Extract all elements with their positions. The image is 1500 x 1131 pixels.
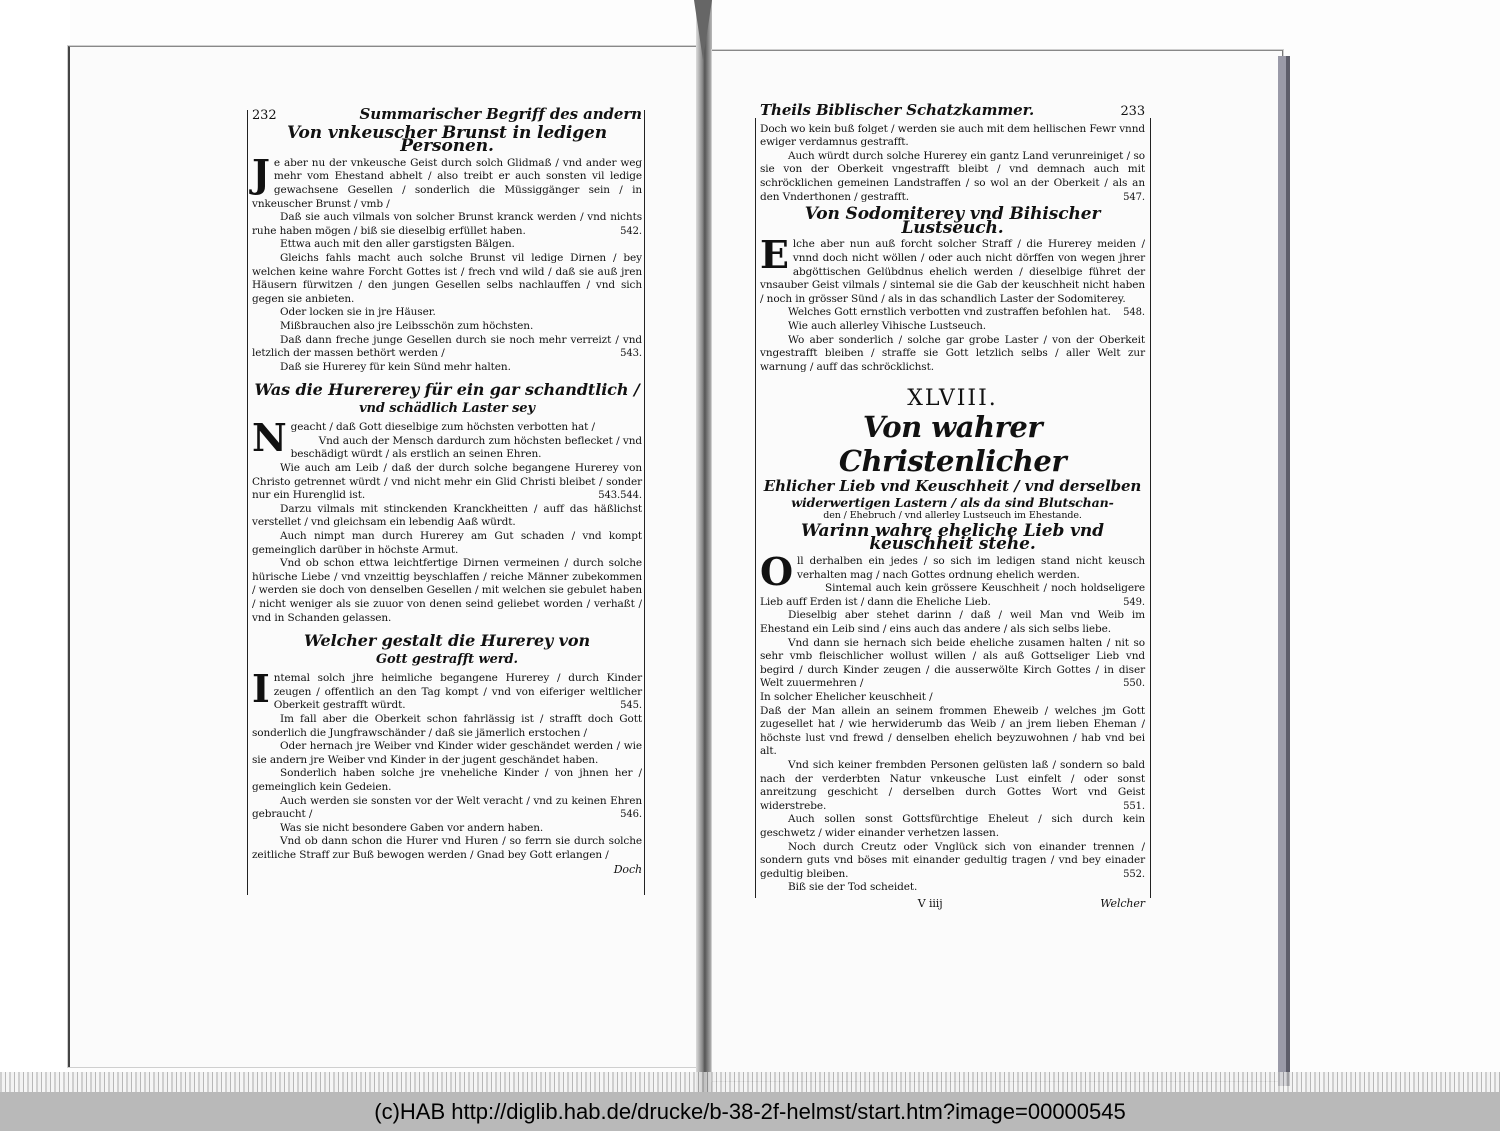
paragraph: Auch würdt durch solche Hurerey ein gantz Land verunreiniget / so sie von der Oberkeit vngestrafft bleibt / vnd demnach auch mit schröcklichen gemeinen Landstraffen / so wol an der Oberkeit / als an den Vnderthonen / gestrafft. 547. [760,149,1145,203]
page-edge-shadow [1286,56,1290,1086]
paragraph: Auch nimpt man durch Hurerey am Gut schaden / vnd kompt gemeinglich darüber in höchste Armut. [252,530,642,556]
left-catchword: Doch [613,862,642,876]
paragraph: Vnd auch der Mensch dardurch zum höchsten beflecket / vnd beschädigt würdt / als erstlich an seinen Ehren. [290,434,642,461]
paragraph: Auch werden sie sonsten vor der Welt veracht / vnd zu keinen Ehren gebraucht / 546. [252,794,642,821]
paragraph: Intemal solch jhre heimliche begangene Hurerey / durch Kinder zeugen / offentlich an den Tag kompt / vnd von eiferiger weltlicher Oberkeit gestrafft würdt. 545. [252,666,642,712]
paragraph: Daß sie Hurerey für kein Sünd mehr halten. [280,360,511,373]
section-heading-sub: Gott gestrafft werd. [376,652,518,668]
paragraph: Vnd ob schon ettwa leichtfertige Dirnen vermeinen / durch solche hürische Liebe / vnd vnzeittig beyschlaffen / reiche Männer zubekommen / werden sie doch von denselben Gesellen / mit welchen sie gebulet haben / nicht weniger als sie zuuor von denen seind geliebet worden / verhaßt / vnd in Schanden gelassen. [252,557,642,624]
verse-number: 551. [1123,800,1145,812]
paragraph: Darzu vilmals mit stinckenden Kranckheitten / auff das häßlichst verstellet / vnd gleichsam ein lebendig Aaß würdt. [252,502,642,529]
paragraph: Doch wo kein buß folget / werden sie auch mit dem hellischen Fewr vnnd ewiger verdamnus gestrafft. [760,122,1145,149]
left-running-head [252,105,642,123]
verse-number: 543.544. [598,490,642,502]
verse-number: 549. [1123,596,1145,608]
verse-number: 546. [620,809,642,821]
paragraph: Auch sollen sonst Gottsfürchtige Eheleut / sich durch kein geschwetz / wider einander verhetzen lassen. [760,813,1145,839]
signature-mark: V iiij [917,896,943,910]
paragraph: Mißbrauchen also jre Leibsschön zum höchsten. [280,319,534,332]
paragraph: Vnd sich keiner frembden Personen gelüsten laß / sondern so bald nach der verderbten Natur vnkeusche Lust einfelt / oder sonst anreitzung geschicht / derselben durch Gottes Wort vnd Geist widerstrebe. 551. [760,758,1145,812]
right-running-title: Theils Biblischer Schatzkammer. [760,101,1035,119]
book-binding [696,0,712,1092]
paragraph: Sonderlich haben solche jre vneheliche Kinder / von jhnen her / gemeinglich kein Gedeien. [252,767,642,793]
right-page-footer [760,897,1145,911]
paragraph: Oder hernach jre Weiber vnd Kinder wider geschändet werden / wie sie andern jre Weiber vnd Kinder in der jugent geschändet haben. [252,740,642,766]
paragraph: Je aber nu der vnkeusche Geist durch solch Glidmaß / vnd ander weg mehr vom Ehestand abhelt / also treibt er auch sonsten vil ledige gewachsene Gesellen / sonderlich die Müssiggänger sein / in vnkeuscher Brunst / vmb / [252,150,642,210]
section-heading-unkeuscher-brunst: Von vnkeuscher Brunst in ledigen Personen. [286,122,608,157]
paragraph: Daß der Man allein an seinem frommen Eheweib / welches jm Gott zugesellet hat / wie herwiderumb das Weib / an jrem lieben Eheman / höchste lust vnd frewd / denselben ehelich beyzuwohnen / hab vnd bei alt. [760,704,1145,758]
paragraph: Oder locken sie in jre Häuser. [280,306,436,319]
chapter-subtitle-line2: widerwertigen Lastern / als da sind Blutschan- [791,494,1114,510]
section-heading-sub: vnd schädlich Laster sey [359,401,535,417]
left-margin-rule [755,118,756,898]
verse-number: 547. [1123,191,1145,203]
paragraph: Daß sie auch vilmals von solcher Brunst kranck werden / vnd nichts ruhe haben mögen / biß sie dieselbig erfüllet haben. 542. [252,211,642,237]
verse-number: 543. [620,348,642,360]
paragraph: Welches Gott ernstlich verbotten vnd zustraffen befohlen hat. [788,306,1111,319]
right-page-number: 233 [1120,104,1145,119]
paragraph: In solcher Ehelicher keuschheit / [760,691,933,703]
chapter-subtitle: Ehlicher Lieb vnd Keuschheit / vnd derselben [763,476,1142,495]
paragraph: Wie auch am Leib / daß der durch solche begangene Hurerey von Christo getrennet würdt / vnd nicht mehr ein Glid Christi bleibet / sonder nur ein Hurenglid ist. 543.544. [252,462,642,502]
paragraph: Gleichs fahls macht auch solche Brunst vil ledige Dirnen / bey welchen keine wahre Forcht Gottes ist / frech vnd wild / daß sie auß jren Häusern fürwitzen / den jungen Gesellen selbs nachlauffen / vnd sich gegen sie anbieten. [252,251,642,305]
right-page-text [760,101,1145,911]
right-catchword: Welcher [1100,896,1145,910]
left-page-text [252,105,642,876]
paragraph: Sintemal auch kein grössere Keuschheit / noch holdseligere Lieb auff Erden ist / dann die Eheliche Lieb. 549. [760,582,1145,608]
left-page-number: 232 [252,108,277,123]
verse-number: 552. [1123,868,1145,880]
left-running-title: Summarischer Begriff des andern [359,105,642,123]
verse-number: 545. [620,700,642,712]
scan-margin-left [0,0,70,1092]
paragraph: Wie auch allerley Vihische Lustseuch. [788,319,987,332]
paragraph: Ettwa auch mit den aller garstigsten Bälgen. [280,238,515,251]
paragraph: Oll derhalben ein jedes / so sich im ledigen stand nicht keusch verhalten mag / nach Gottes ordnung ehelich werden. [760,549,1145,595]
chapter-subtitle-line3: den / Ehebruch / vnd allerley Lustseuch im Ehestande. [823,509,1082,521]
paragraph: Was sie nicht besondere Gaben vor andern haben. [280,821,544,834]
verse-number: 542. [620,225,642,237]
paragraph: Elche aber nun auß forcht solcher Straff / die Hurerey meiden / vnnd doch nicht wöllen / oder auch nicht dörffen von wegen jhrer abgöttischen Gelübdnus ehelich werden / dieselbige führet der vnsauber Geist vilmals / sintemal sie die Gab der keuschheit nicht haben / noch in grösser Sünd / als in das schandlich Laster der Sodomiterey. 548. [760,232,1145,319]
section-heading-eheliche-lieb: Warinn wahre eheliche Lieb vnd keuschheit stehe. [801,520,1104,555]
chapter-title: Von wahrer Christenlicher [838,409,1067,478]
section-heading-gestrafft: Welcher gestalt die Hurerey von Gott gestrafft werd. [252,631,642,669]
page-edge-stack [1278,56,1286,1086]
paragraph: Noch durch Creutz oder Vnglück sich von einander trennen / sondern guts vnd böses mit einander gedultig tragen / vnd bey einader gedultig bleiben. 552. [760,840,1145,880]
verse-number: 550. [1123,678,1145,690]
section-heading-hurerey: Was die Hurererey für ein gar schandtlich / vnd schädlich Laster sey [252,380,642,418]
section-heading-sodomiterey: Von Sodomiterey vnd Bihischer Lustseuch. [804,204,1101,238]
verse-number: 548. [1123,307,1145,319]
copyright-citation-bar: (c)HAB http://diglib.hab.de/drucke/b-38-2f-helmst/start.htm?image=00000545 [0,1092,1500,1131]
left-margin-rule [247,110,248,895]
paragraph: Vnd ob dann schon die Hurer vnd Huren / so ferrn sie durch solche zeitliche Straff zur Buß bewogen werden / Gnad bey Gott erlangen / [252,835,642,861]
paragraph: Dieselbig aber stehet darinn / daß / weil Man vnd Weib im Ehestand ein Leib sind / eins auch das andere / als sich selbs liebe. [760,609,1145,636]
spine-shadow [694,0,712,60]
paragraph: Daß dann freche junge Gesellen durch sie noch mehr verreizt / vnd letzlich der massen bethört werden / 543. [252,333,642,360]
chapter-number: XLVIII. [907,386,998,412]
paragraph: Biß sie der Tod scheidet. [788,881,918,894]
paragraph: Ngeacht / daß Gott dieselbige zum höchsten verbotten hat / [252,415,595,461]
paragraph: Im fall aber die Oberkeit schon fahrlässig ist / strafft doch Gott sonderlich die Jungfrawschänder / daß sie jämerlich erstochen / [252,712,642,739]
right-running-head [760,101,1145,119]
right-margin-rule [1150,118,1151,898]
scan-bottom-edge [0,1072,1500,1092]
paragraph: Wo aber sonderlich / solche gar grobe Laster / von der Oberkeit vngestrafft bleiben / straffe sie Gott letzlich selbs / aller Welt zur warnung / auff das schröcklichst. [760,333,1145,373]
right-margin-rule [644,110,645,895]
paragraph: Vnd dann sie hernach sich beide eheliche zusamen halten / nit so sehr vmb fleischlicher wollust willen / als auß Gottseliger Lieb vnd begird / durch Kinder zeugen / die ausserwölte Kirch Gottes / in diser Welt zuuermehren / 550. [760,636,1145,690]
